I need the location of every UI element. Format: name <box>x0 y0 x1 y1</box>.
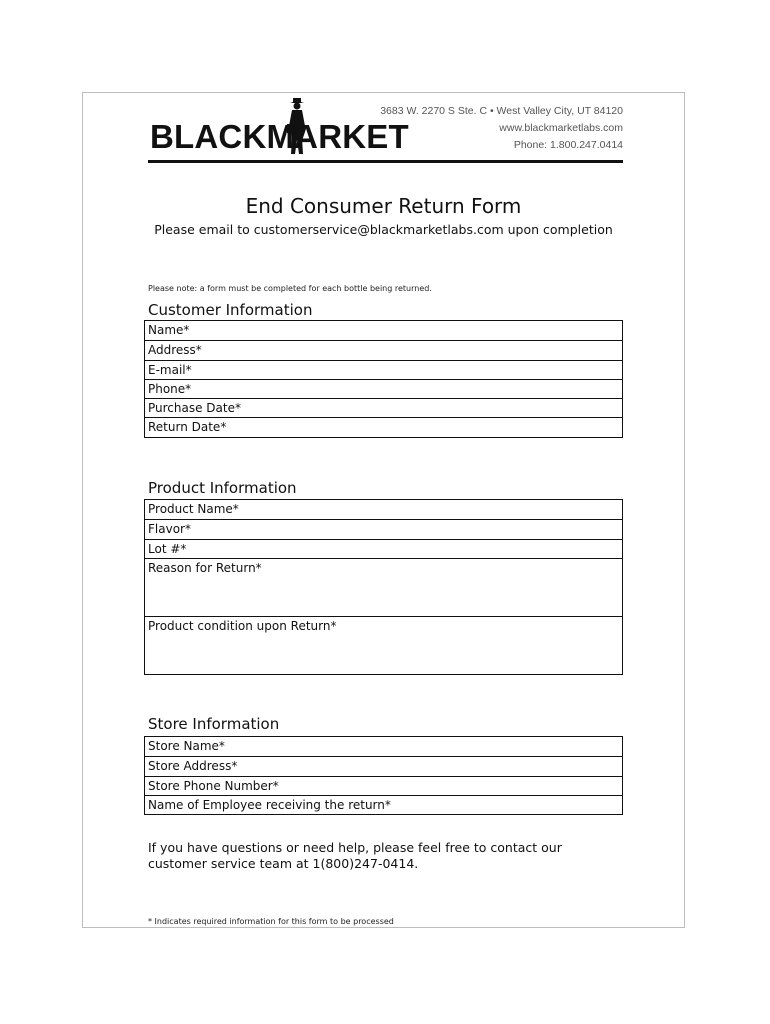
required-footnote: * Indicates required information for this form to be processed <box>148 917 394 926</box>
field-reason-for-return[interactable]: Reason for Return* <box>145 558 622 616</box>
company-contact <box>380 103 623 154</box>
field-store-address[interactable]: Store Address* <box>145 756 622 775</box>
field-product-name[interactable]: Product Name* <box>148 502 239 516</box>
company-address: 3683 W. 2270 S Ste. C • West Valley City, UT 84120 <box>380 105 623 117</box>
customer-section-title: Customer Information <box>148 301 313 319</box>
field-name[interactable]: Name* <box>148 323 190 337</box>
field-store-phone[interactable]: Store Phone Number* <box>145 776 622 795</box>
form-title: End Consumer Return Form <box>245 194 522 218</box>
form-subtitle: Please email to customerservice@blackmarketlabs.com upon completion <box>154 222 613 237</box>
store-section-title: Store Information <box>148 715 280 733</box>
company-phone: Phone: 1.800.247.0414 <box>513 139 623 151</box>
field-return-date[interactable]: Return Date* <box>145 417 622 436</box>
field-product-condition[interactable]: Product condition upon Return* <box>145 616 622 674</box>
field-purchase-date[interactable]: Purchase Date* <box>145 398 622 417</box>
field-address[interactable]: Address* <box>145 340 622 359</box>
field-lot-number[interactable]: Lot #* <box>145 539 622 558</box>
header-divider <box>148 160 623 163</box>
store-info-table <box>144 736 623 815</box>
field-flavor[interactable]: Flavor* <box>145 519 622 538</box>
field-email[interactable]: E-mail* <box>145 360 622 379</box>
field-employee-name[interactable]: Name of Employee receiving the return* <box>145 795 622 814</box>
field-phone[interactable]: Phone* <box>145 379 622 398</box>
customer-info-table <box>144 320 623 438</box>
blackmarket-logo <box>150 96 410 156</box>
help-text: If you have questions or need help, please feel free to contact our customer service team at 1(800)247-0414. <box>148 840 562 871</box>
logo-wordmark: BLACKMARKET <box>150 118 409 155</box>
company-website: www.blackmarketlabs.com <box>499 122 623 134</box>
form-note: Please note: a form must be completed for each bottle being returned. <box>148 284 432 293</box>
product-info-table <box>144 499 623 675</box>
product-section-title: Product Information <box>148 479 297 497</box>
field-store-name[interactable]: Store Name* <box>148 739 225 753</box>
